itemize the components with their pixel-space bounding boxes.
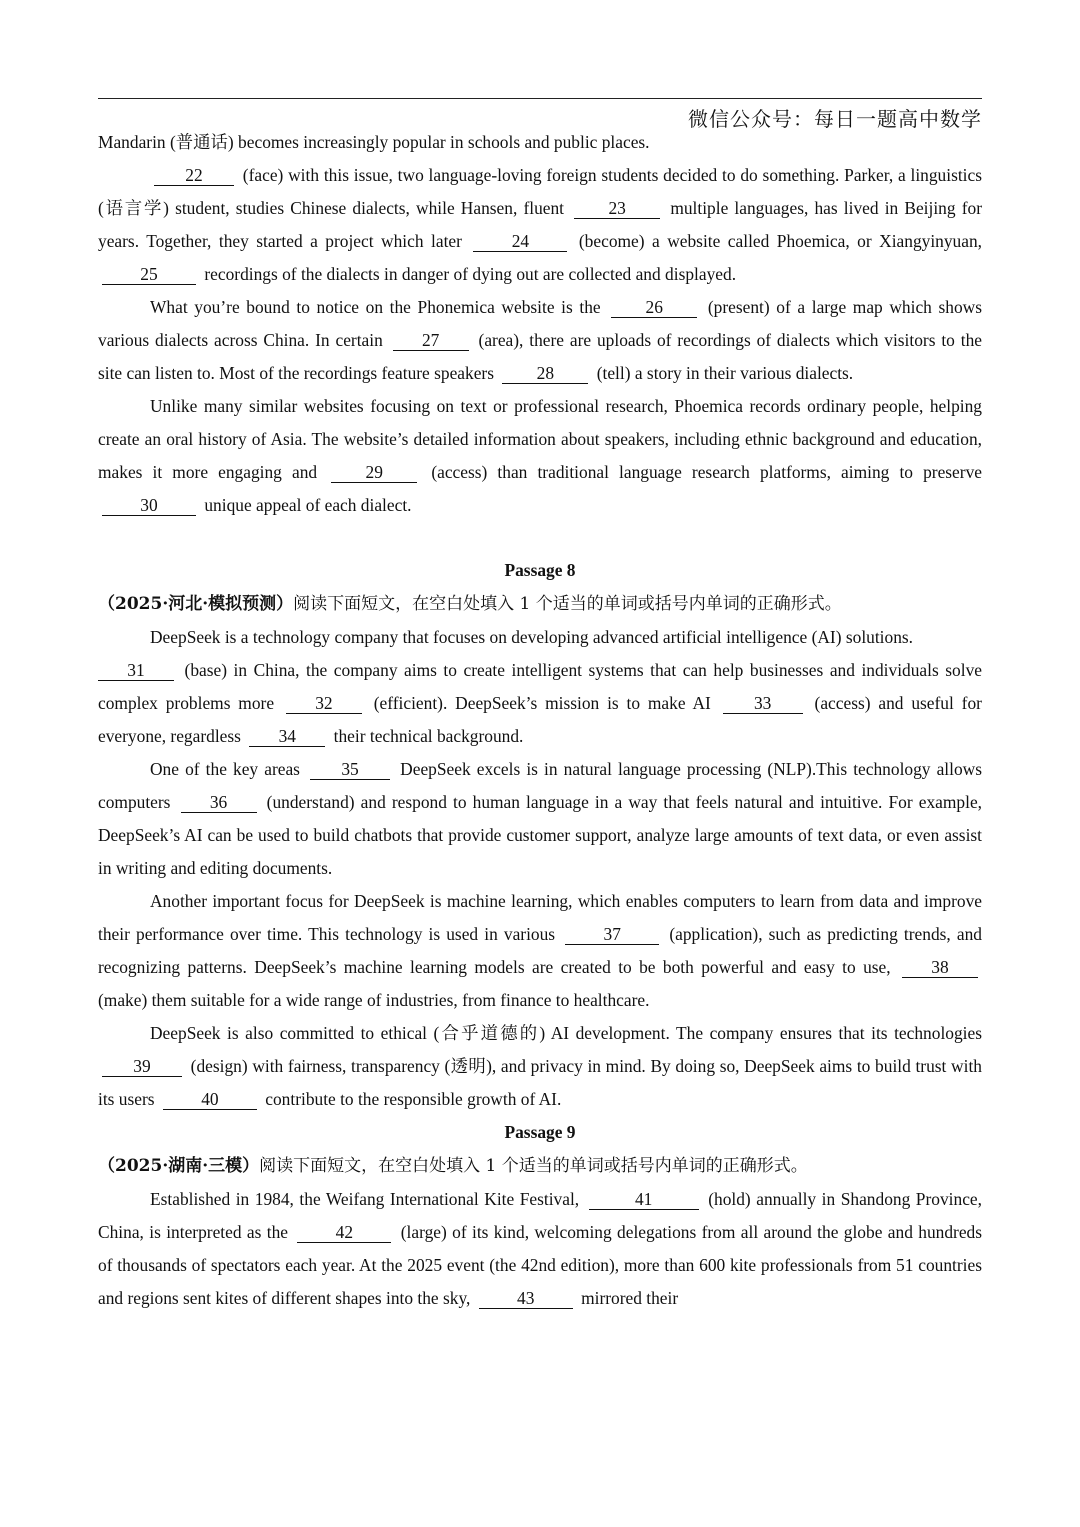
passage8-paragraph: One of the key areas 35 DeepSeek excels is in natural language processing (NLP).This technology allows computers 36 (understand) and respond to human language in a way that feels natural and intuitive. For example, DeepSeek’s AI can be used to build chatbots that provide customer support, analyze large amounts of text data, or even assist in writing and editing documents. xyxy=(98,759,983,878)
header-watermark: 微信公众号：每日一题高中数学 xyxy=(688,107,982,131)
blank-30: 30 xyxy=(102,495,196,516)
passage8-paragraph: DeepSeek is a technology company that focuses on developing advanced artificial intelligence (AI) solutions. xyxy=(150,627,914,647)
passage7-paragraph: What you’re bound to notice on the Phonemica website is the 26 (present) of a large map which shows various dialects across China. In certain 27 (area), there are uploads of recordings of dialects which visitors to the site can listen to. Most of the recordings feature speakers 28 (tell) a story in their various dialects. xyxy=(98,297,982,383)
passage8-paragraph: Another important focus for DeepSeek is machine learning, which enables computers to learn from data and improve their performance over time. This technology is used in various 37 (application), such as predicting trends, and recognizing patterns. DeepSeek’s machine learning models are created to be both powerful and easy to use, 38 (make) them suitable for a wide range of industries, from finance to healthcare. xyxy=(98,891,982,1010)
blank-38: 38 xyxy=(902,957,978,978)
blank-29: 29 xyxy=(331,462,417,483)
blank-41: 41 xyxy=(589,1189,699,1210)
passage8-paragraph: DeepSeek is also committed to ethical (合乎道德的) AI development. The company ensures that its technologies 39 (design) with fairness, transparency (透明), and privacy in mind. By doing so, DeepSeek aims to build trust with its users 40 contribute to the responsible growth of AI. xyxy=(98,1023,982,1109)
blank-25: 25 xyxy=(102,264,196,285)
blank-27: 27 xyxy=(393,330,469,351)
passage9-paragraph: Established in 1984, the Weifang International Kite Festival, 41 (hold) annually in Shandong Province, China, is interpreted as the 42 (large) of its kind, welcoming delegations from all around the globe and hundreds of thousands of spectators each year. At the 2025 event (the 42nd edition), more than 600 kite professionals from 51 countries and regions sent kites of different shapes into the sky, 43 mirrored their xyxy=(98,1189,983,1308)
passage7-paragraph: Unlike many similar websites focusing on text or professional research, Phoemica records ordinary people, helping create an oral history of Asia. The website’s detailed information about speakers, including ethnic background and education, makes it more engaging and 29 (access) than traditional language research platforms, aiming to preserve 30 unique appeal of each dialect. xyxy=(98,396,982,515)
header-rule xyxy=(98,98,982,99)
passage9-title: Passage 9 xyxy=(504,1122,576,1142)
blank-32: 32 xyxy=(286,693,362,714)
blank-40: 40 xyxy=(163,1089,257,1110)
blank-35: 35 xyxy=(310,759,390,780)
blank-22: 22 xyxy=(154,165,234,186)
blank-39: 39 xyxy=(102,1056,182,1077)
passage8-instruction: （2025·河北·模拟预测）阅读下面短文，在空白处填入 1 个适当的单词或括号内单词的正确形式。 xyxy=(98,594,842,614)
blank-23: 23 xyxy=(574,198,660,219)
passage8-title: Passage 8 xyxy=(504,560,576,580)
blank-26: 26 xyxy=(611,297,697,318)
passage9-instruction: （2025·湖南·三模）阅读下面短文，在空白处填入 1 个适当的单词或括号内单词的正确形式。 xyxy=(98,1156,808,1176)
blank-43: 43 xyxy=(479,1288,573,1309)
blank-31: 31 xyxy=(98,660,174,681)
passage7-line: Mandarin (普通话) becomes increasingly popular in schools and public places. xyxy=(98,132,650,152)
passage8-paragraph: 31 (base) in China, the company aims to create intelligent systems that can help businesses and individuals solve complex problems more 32 (efficient). DeepSeek’s mission is to make AI 33 (access) and useful for everyone, regardless 34 their technical background. xyxy=(98,660,982,746)
document-body xyxy=(98,126,982,1315)
blank-24: 24 xyxy=(473,231,567,252)
spacer xyxy=(98,522,982,554)
blank-37: 37 xyxy=(565,924,659,945)
passage7-paragraph: 22 (face) with this issue, two language-loving foreign students decided to do something. Parker, a linguistics (语言学) student, studies Chinese dialects, while Hansen, fluent 23 multiple languages, has lived in Beijing for years. Together, they started a project which later 24 (become) a website called Phoemica, or Xiangyinyuan, 25 recordings of the dialects in danger of dying out are collected and displayed. xyxy=(98,165,983,284)
blank-34: 34 xyxy=(249,726,325,747)
blank-36: 36 xyxy=(181,792,257,813)
blank-33: 33 xyxy=(723,693,803,714)
blank-28: 28 xyxy=(502,363,588,384)
blank-42: 42 xyxy=(297,1222,391,1243)
